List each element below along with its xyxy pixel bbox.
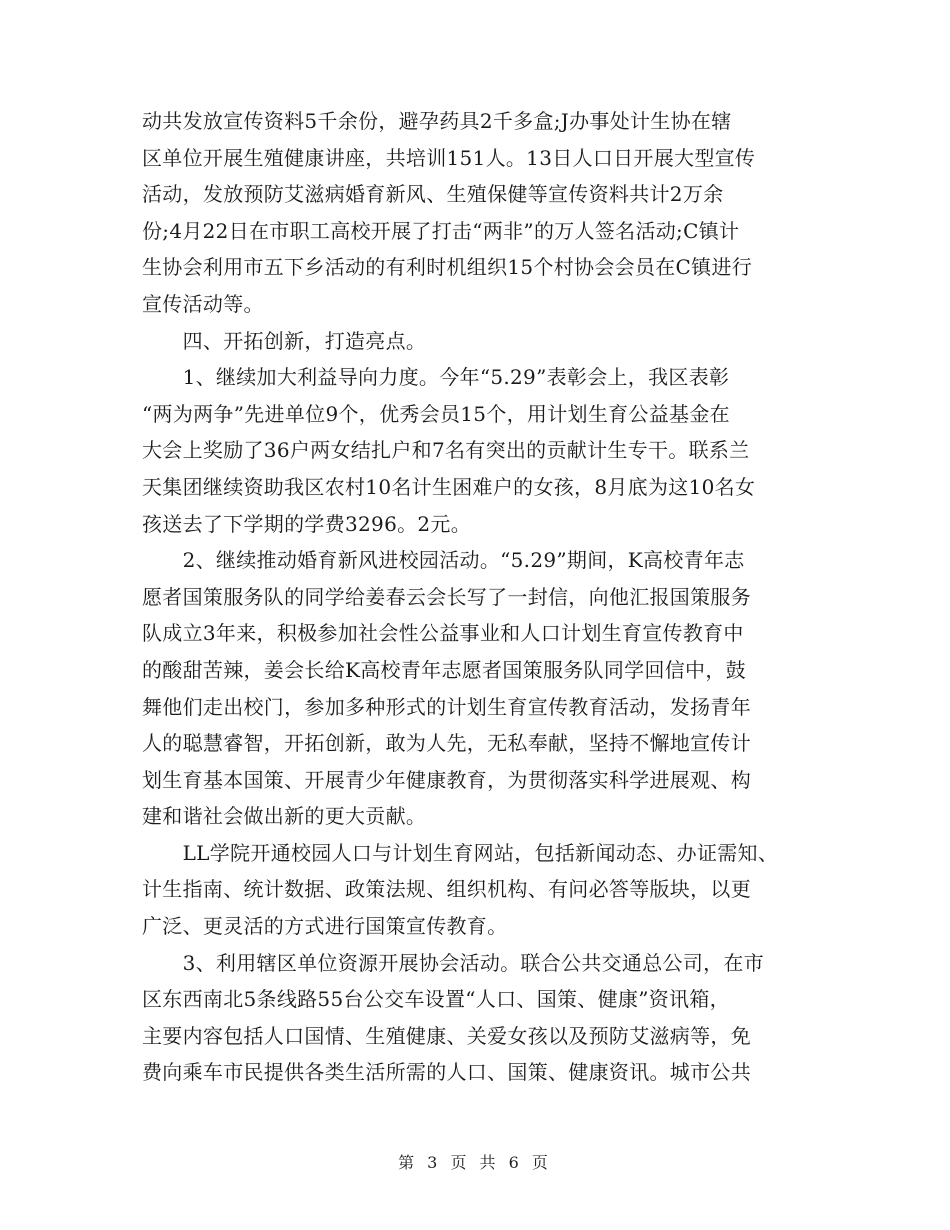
text-line: 建和谐社会做出新的更大贡献。 — [142, 804, 427, 829]
page-footer: 第 3 页 共 6 页 — [398, 1153, 552, 1172]
text-line: 份;4月22日在市职工高校开展了打击“两非”的万人签名活动;C镇计 — [142, 218, 740, 243]
text-line: 动共发放宣传资料5千余份，避孕药具2千多盒;J办事处计生协在辖 — [142, 109, 732, 133]
text-line: 区东西南北5条线路55台公交车设置“人口、国策、健康”资讯箱， — [142, 987, 730, 1012]
text-line: 的酸甜苦辣，姜会长给K高校青年志愿者国策服务队同学回信中，鼓 — [142, 657, 746, 682]
text-line: 天集团继续资助我区农村10名计生困难户的女孩，8月底为这10名女 — [142, 474, 756, 499]
text-line: 生协会利用市五下乡活动的有利时机组织15个村协会会员在C镇进行 — [142, 255, 753, 280]
text-line: 孩送去了下学期的学费3296。2元。 — [142, 511, 472, 536]
text-line: “两为两争”先进单位9个，优秀会员15个，用计划生育公益基金在 — [142, 401, 730, 426]
text-line: LL学院开通校园人口与计划生育网站，包括新闻动态、办证需知、 — [142, 840, 779, 865]
text-line: 舞他们走出校门，参加多种形式的计划生育宣传教育活动，发扬青年 — [142, 694, 751, 719]
text-line: 主要内容包括人口国情、生殖健康、关爱女孩以及预防艾滋病等，免 — [142, 1023, 751, 1048]
text-line: 人的聪慧睿智，开拓创新，敢为人先，无私奉献，坚持不懈地宣传计 — [142, 731, 751, 756]
text-line: 划生育基本国策、开展青少年健康教育，为贯彻落实科学进展观、构 — [142, 767, 751, 792]
section-heading: 四、开拓创新，打造亮点。 — [142, 328, 427, 353]
text-line: 区单位开展生殖健康讲座，共培训151人。13日人口日开展大型宣传 — [142, 145, 756, 170]
text-line: 活动，发放预防艾滋病婚育新风、生殖保健等宣传资料共计2万余 — [142, 182, 724, 207]
text-line: 3、利用辖区单位资源开展协会活动。联合公共交通总公司，在市 — [142, 950, 765, 975]
text-line: 愿者国策服务队的同学给姜春云会长写了一封信，向他汇报国策服务 — [142, 584, 751, 609]
document-body — [142, 103, 812, 1091]
text-line: 费向乘车市民提供各类生活所需的人口、国策、健康资讯。城市公共 — [142, 1060, 751, 1085]
text-line: 2、继续推动婚育新风进校园活动。“5.29”期间，K高校青年志 — [142, 548, 745, 573]
text-line: 大会上奖励了36户两女结扎户和7名有突出的贡献计生专干。联系兰 — [142, 438, 750, 463]
text-line: 1、继续加大利益导向力度。今年“5.29”表彰会上，我区表彰 — [142, 365, 730, 390]
text-line: 广泛、更灵活的方式进行国策宣传教育。 — [142, 914, 508, 939]
text-line: 计生指南、统计数据、政策法规、组织机构、有问必答等版块，以更 — [142, 877, 751, 902]
text-line: 队成立3年来，积极参加社会性公益事业和人口计划生育宣传教育中 — [142, 621, 744, 646]
text-line: 宣传活动等。 — [142, 291, 264, 316]
